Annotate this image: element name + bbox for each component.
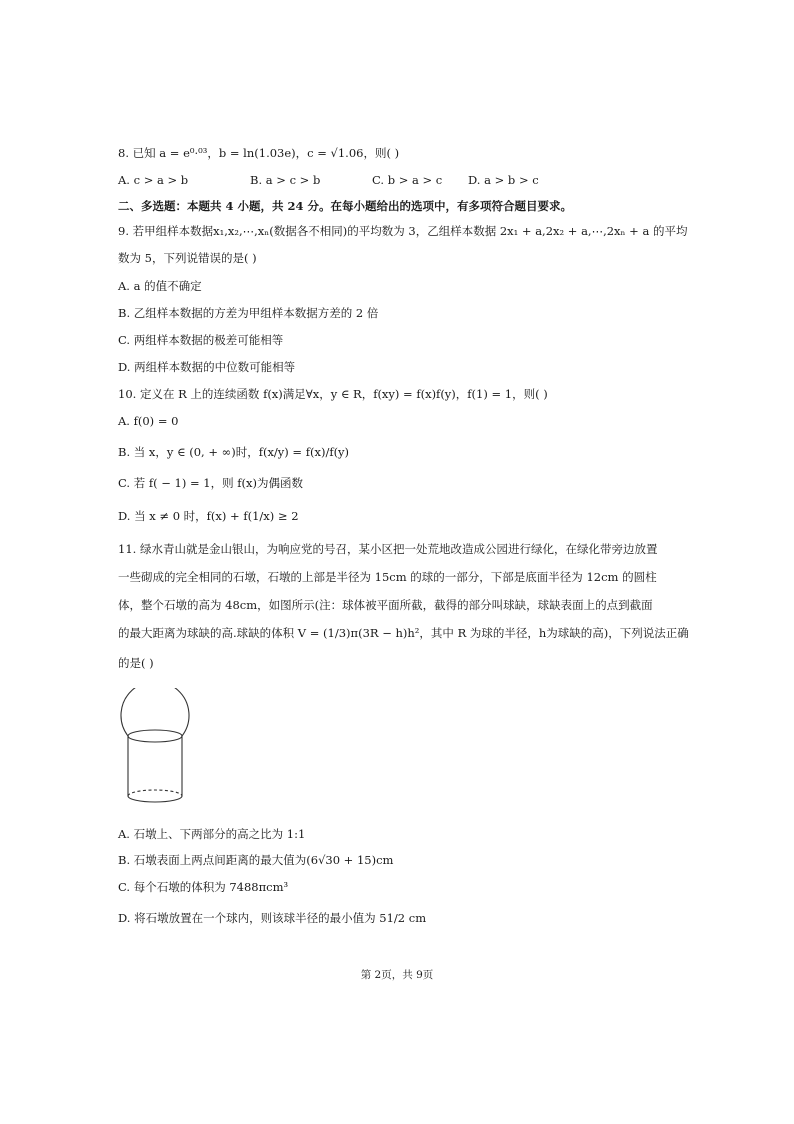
- q8-option-c: C. b > a > c: [372, 173, 443, 187]
- q10-option-c: C. 若 f( − 1) = 1，则 f(x)为偶函数: [118, 476, 303, 490]
- q10-option-a: A. f(0) = 0: [118, 414, 179, 428]
- q8-stem: 8. 已知 a = e⁰·⁰³，b = ln(1.03e)，c = √1.06，则( ): [118, 146, 400, 160]
- q10-option-d: D. 当 x ≠ 0 时，f(x) + f(1/x) ≥ 2: [118, 509, 299, 523]
- sphere-cap-outline: [121, 688, 189, 736]
- stone-pier-figure: [118, 688, 198, 810]
- q8-option-b: B. a > c > b: [250, 173, 321, 187]
- section-heading: 二、多选题：本题共 4 小题，共 24 分。在每小题给出的选项中，有多项符合题目要求。: [118, 199, 573, 213]
- q11-option-c: C. 每个石墩的体积为 7488πcm³: [118, 880, 289, 894]
- cylinder-top-ellipse: [128, 730, 182, 742]
- cylinder-bottom-front: [128, 796, 182, 802]
- q11-stem-line4: 的最大距离为球缺的高.球缺的体积 V = (1/3)π(3R − h)h²，其中 R 为球的半径，h为球缺的高)，下列说法正确: [118, 626, 689, 640]
- q8-options: [118, 172, 678, 188]
- q11-stem-line1: 11. 绿水青山就是金山银山，为响应党的号召，某小区把一处荒地改造成公园进行绿化，在绿化带旁边放置: [118, 542, 658, 556]
- q11-stem-line2: 一些砌成的完全相同的石墩，石墩的上部是半径为 15cm 的球的一部分，下部是底面半径为 12cm 的圆柱: [118, 570, 657, 584]
- page-footer: 第 2页，共 9页: [360, 969, 434, 981]
- q10-option-b: B. 当 x，y ∈ (0, + ∞)时，f(x/y) = f(x)/f(y): [118, 445, 350, 459]
- cylinder-bottom-back: [128, 790, 182, 796]
- q11-option-b: B. 石墩表面上两点间距离的最大值为(6√30 + 15)cm: [118, 853, 394, 867]
- q9-option-d: D. 两组样本数据的中位数可能相等: [118, 360, 296, 374]
- q11-option-a: A. 石墩上、下两部分的高之比为 1:1: [118, 827, 306, 841]
- q11-option-d: D. 将石墩放置在一个球内，则该球半径的最小值为 51/2 cm: [118, 911, 427, 925]
- q9-stem-line2: 数为 5，下列说错误的是( ): [118, 251, 257, 265]
- q11-stem-line5: 的是( ): [118, 656, 154, 670]
- q11-stem-line3: 体，整个石墩的高为 48cm，如图所示(注：球体被平面所截，截得的部分叫球缺，球缺表面上的点到截面: [118, 598, 653, 612]
- q8-option-d: D. a > b > c: [468, 173, 539, 187]
- q9-stem-line1: 9. 若甲组样本数据x₁,x₂,⋯,xₙ(数据各不相同)的平均数为 3，乙组样本数据 2x₁ + a,2x₂ + a,⋯,2xₙ + a 的平均: [118, 224, 688, 238]
- q8-option-a: A. c > a > b: [118, 173, 189, 187]
- q10-stem: 10. 定义在 R 上的连续函数 f(x)满足∀x，y ∈ R，f(xy) = f(x)f(y)，f(1) = 1，则( ): [118, 387, 548, 401]
- q9-option-b: B. 乙组样本数据的方差为甲组样本数据方差的 2 倍: [118, 306, 379, 320]
- q9-option-a: A. a 的值不确定: [118, 279, 202, 293]
- q9-option-c: C. 两组样本数据的极差可能相等: [118, 333, 284, 347]
